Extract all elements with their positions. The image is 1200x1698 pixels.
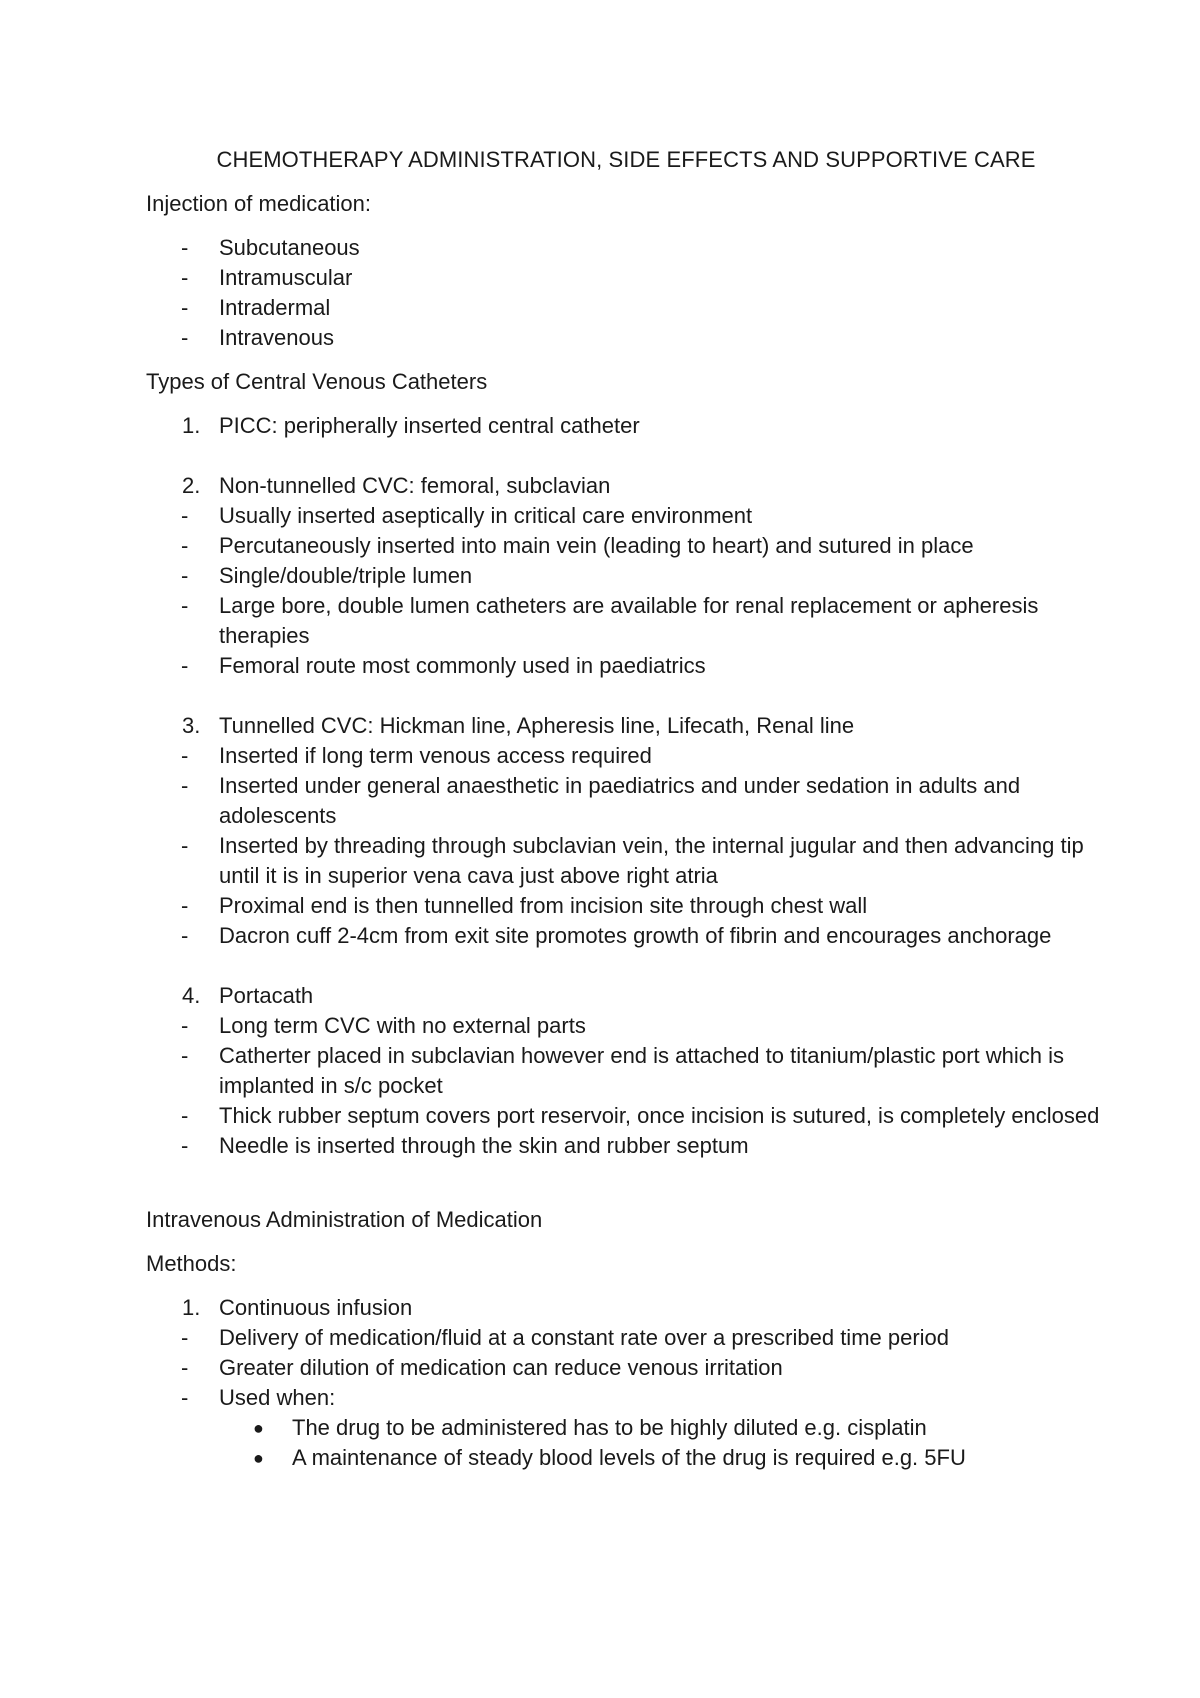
list-item: - Femoral route most commonly used in paediatrics <box>146 651 1106 681</box>
list-item: - Proximal end is then tunnelled from incision site through chest wall <box>146 891 1106 921</box>
list-item: - Intravenous <box>146 323 1106 353</box>
list-item: - Percutaneously inserted into main vein (leading to heart) and sutured in place <box>146 531 1106 561</box>
dash-marker: - <box>181 1325 189 1350</box>
sub-list-item: ● The drug to be administered has to be highly diluted e.g. cisplatin <box>146 1413 1106 1443</box>
cvc-type-4: 4. Portacath <box>146 981 1106 1011</box>
dash-marker: - <box>181 773 189 798</box>
dash-marker: - <box>181 325 189 350</box>
dash-marker: - <box>181 1103 189 1128</box>
number-marker: 1. <box>182 413 201 438</box>
list-item: - Single/double/triple lumen <box>146 561 1106 591</box>
cvc-type-3: 3. Tunnelled CVC: Hickman line, Apheresis line, Lifecath, Renal line <box>146 711 1106 741</box>
number-marker: 4. <box>182 983 201 1008</box>
dash-marker: - <box>181 1013 189 1038</box>
bullet-marker: ● <box>253 1448 264 1468</box>
cvc-heading: Types of Central Venous Catheters <box>146 369 488 394</box>
document-title: CHEMOTHERAPY ADMINISTRATION, SIDE EFFECTS AND SUPPORTIVE CARE <box>216 147 1036 172</box>
list-item: - Used when: <box>146 1383 1106 1413</box>
dash-marker: - <box>181 833 189 858</box>
number-marker: 2. <box>182 473 201 498</box>
dash-marker: - <box>181 743 189 768</box>
dash-marker: - <box>181 1355 189 1380</box>
list-item: - Long term CVC with no external parts <box>146 1011 1106 1041</box>
list-item: - Needle is inserted through the skin and rubber septum <box>146 1131 1106 1161</box>
dash-marker: - <box>181 893 189 918</box>
dash-marker: - <box>181 235 189 260</box>
methods-heading: Methods: <box>146 1251 237 1276</box>
injection-heading: Injection of medication: <box>146 191 372 216</box>
list-item: - Inserted by threading through subclavian vein, the internal jugular and then advancing tip until it is in superior vena cava just above right atria <box>181 833 1084 888</box>
list-item: - Dacron cuff 2-4cm from exit site promotes growth of fibrin and encourages anchorage <box>146 921 1106 951</box>
list-item: - Intramuscular <box>146 263 1106 293</box>
list-item: - Large bore, double lumen catheters are available for renal replacement or apheresis therapies <box>181 593 1039 648</box>
list-item: - Subcutaneous <box>146 233 1106 263</box>
dash-marker: - <box>181 265 189 290</box>
iv-heading: Intravenous Administration of Medication <box>146 1207 543 1232</box>
cvc-type-2: 2. Non-tunnelled CVC: femoral, subclavian <box>146 471 1106 501</box>
number-marker: 1. <box>182 1295 201 1320</box>
dash-marker: - <box>181 563 189 588</box>
list-item: - Thick rubber septum covers port reservoir, once incision is sutured, is completely enclosed <box>146 1101 1106 1131</box>
dash-marker: - <box>181 533 189 558</box>
list-item: - Greater dilution of medication can reduce venous irritation <box>146 1353 1106 1383</box>
list-item: - Inserted if long term venous access required <box>146 741 1106 771</box>
document-content <box>146 145 1106 1473</box>
list-item: - Delivery of medication/fluid at a constant rate over a prescribed time period <box>146 1323 1106 1353</box>
injection-list <box>146 233 1106 353</box>
dash-marker: - <box>181 653 189 678</box>
list-item: - Inserted under general anaesthetic in paediatrics and under sedation in adults and adolescents <box>181 773 1021 828</box>
dash-marker: - <box>181 923 189 948</box>
list-item: - Usually inserted aseptically in critical care environment <box>146 501 1106 531</box>
dash-marker: - <box>181 295 189 320</box>
list-item: - Catherter placed in subclavian however end is attached to titanium/plastic port which is implanted in s/c pocket <box>181 1043 1065 1098</box>
bullet-marker: ● <box>253 1418 264 1438</box>
dash-marker: - <box>181 1385 189 1410</box>
dash-marker: - <box>181 1133 189 1158</box>
dash-marker: - <box>181 503 189 528</box>
dash-marker: - <box>181 593 189 618</box>
method-1: 1. Continuous infusion <box>146 1293 1106 1323</box>
cvc-type-1: 1. PICC: peripherally inserted central catheter <box>146 411 1106 441</box>
list-item: - Intradermal <box>146 293 1106 323</box>
number-marker: 3. <box>182 713 201 738</box>
dash-marker: - <box>181 1043 189 1068</box>
sub-list-item: ● A maintenance of steady blood levels of the drug is required e.g. 5FU <box>146 1443 1106 1473</box>
